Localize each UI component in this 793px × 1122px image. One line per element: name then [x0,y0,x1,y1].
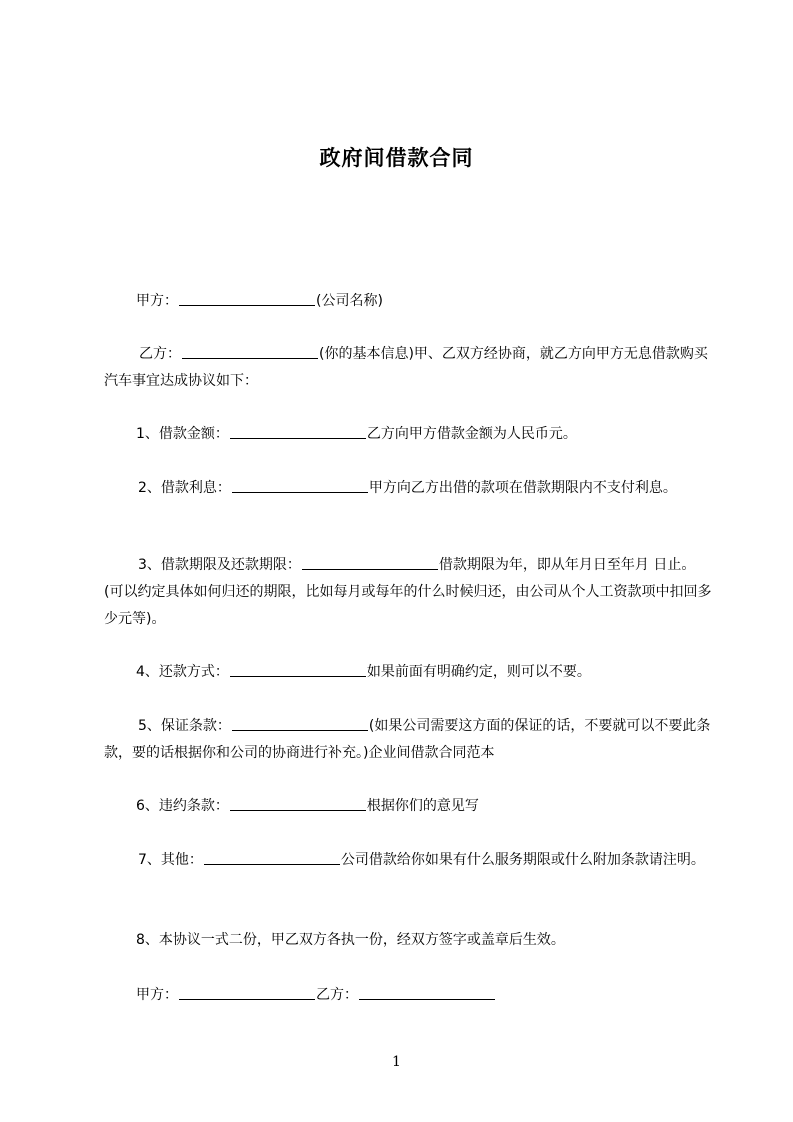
party-b-blank[interactable] [182,344,318,359]
party-b-label: 乙方： [139,346,181,362]
clause-text: 公司借款给你如果有什么服务期限或什么附加条款请注明。 [340,852,705,868]
party-b-suffix: (你的基本信息)甲、乙双方经协商，就乙方向甲方无息借款购买汽车事宜达成协议如下： [104,346,708,389]
clause-6-blank[interactable] [230,796,366,811]
party-a-blank[interactable] [179,291,315,306]
clause-label: 7、其他： [138,852,203,868]
clause-4 [104,659,714,686]
document-title: 政府间借款合同 [319,146,474,170]
clause-4-blank[interactable] [230,662,366,677]
clause-6 [104,793,714,820]
clause-text: 甲方向乙方出借的款项在借款期限内不支付利息。 [368,480,677,496]
clause-text: 借款期限为年，即从年月日至年月 日止。(可以约定具体如何归还的期限，比如每月或每年的什么时候归还，由公司从个人工资款项中扣回多少元等)。 [104,557,712,627]
clause-8 [104,927,714,954]
clause-3-blank[interactable] [302,555,438,570]
clause-text: 乙方向甲方借款金额为人民币元。 [366,426,577,442]
signature-party-b-label: 乙方： [316,987,358,1003]
clause-text: 如果前面有明确约定，则可以不要。 [366,664,591,680]
clause-text: 根据你们的意见写 [366,798,479,814]
clause-label: 3、借款期限及还款期限： [138,557,301,573]
signature-party-a-blank[interactable] [179,985,315,1000]
clause-3 [104,552,714,633]
clause-label: 4、还款方式： [136,664,229,680]
clause-text: (如果公司需要这方面的保证的话，不要就可以不要此条款，要的话根据你和公司的协商进行补充。)企业间借款合同范本 [104,718,711,761]
clause-7 [104,847,714,874]
signature-line [136,982,716,1009]
clause-1 [104,421,714,448]
clause-2-blank[interactable] [232,478,368,493]
clause-7-blank[interactable] [204,850,340,865]
party-a-line [136,288,716,315]
clause-1-blank[interactable] [230,424,366,439]
clause-8-text: 8、本协议一式二份，甲乙双方各执一份，经双方签字或盖章后生效。 [136,932,565,948]
page-number: 1 [392,1054,401,1070]
party-a-suffix: (公司名称) [316,293,383,309]
clause-label: 6、违约条款： [136,798,229,814]
signature-party-a-label: 甲方： [136,987,178,1003]
signature-party-b-blank[interactable] [359,985,495,1000]
clause-label: 5、保证条款： [138,718,231,734]
clause-5-blank[interactable] [232,716,368,731]
party-b-paragraph [104,341,714,395]
clause-5 [104,713,714,767]
party-a-label: 甲方： [136,293,178,309]
clause-label: 1、借款金额： [136,426,229,442]
clause-label: 2、借款利息： [138,480,231,496]
clause-2 [104,475,714,502]
